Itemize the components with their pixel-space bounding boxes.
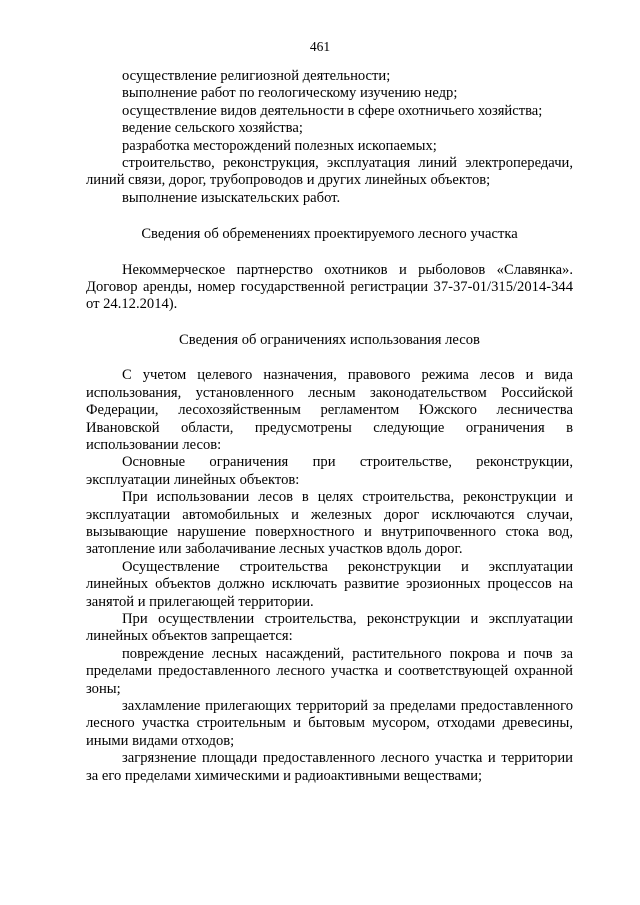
paragraph: Осуществление строительства реконструкции и эксплуатации линейных объектов должно исключать развитие эрозионных процессов на занятой и прилегающей территории.	[86, 558, 573, 610]
list-item: выполнение работ по геологическому изучению недр;	[122, 85, 458, 102]
page-number: 461	[309, 39, 331, 54]
list-item: осуществление религиозной деятельности;	[122, 68, 391, 84]
paragraph: С учетом целевого назначения, правового режима лесов и вида использования, установленного лесным законодательством Российской Федерации, лесохозяйственным регламентом Южского лесничества Ивановской области, предусмотрены следующие ограничения в использовании лесов:	[86, 367, 573, 453]
paragraph: захламление прилегающих территорий за пределами предоставленного лесного участка строительным и бытовым мусором, отходами древесины, иными видами отходов;	[86, 698, 573, 749]
list-item: выполнение изыскательских работ.	[122, 189, 341, 206]
paragraph: При использовании лесов в целях строительства, реконструкции и эксплуатации автомобильных и железных дорог исключаются случаи, вызывающие нарушение поверхностного и внутрипочвенного стока вод, затопление или заболачивание лесных участков вдоль дорог.	[86, 489, 573, 558]
paragraph: загрязнение площади предоставленного лесного участка и территории за его пределами химическими и радиоактивными веществами;	[86, 750, 573, 784]
list-item: ведение сельского хозяйства;	[122, 120, 303, 137]
list-item: строительство, реконструкция, эксплуатация линий электропередачи, линий связи, дорог, трубопроводов и других линейных объектов;	[86, 155, 573, 189]
list-item: осуществление видов деятельности в сфере охотничьего хозяйства;	[122, 102, 543, 119]
section-heading-restrictions: Сведения об ограничениях использования лесов	[179, 331, 480, 348]
paragraph: Основные ограничения при строительстве, реконструкции, эксплуатации линейных объектов:	[86, 454, 573, 488]
list-item: разработка месторождений полезных ископаемых;	[122, 137, 437, 154]
encumbrance-paragraph: Некоммерческое партнерство охотников и рыболовов «Славянка». Договор аренды, номер государственной регистрации 37-37-01/315/2014-344 от 24.12.2014).	[86, 261, 573, 313]
paragraph: повреждение лесных насаждений, растительного покрова и почв за пределами предоставленного лесного участка и соответствующей охранной зоны;	[86, 645, 573, 697]
document-body	[86, 68, 573, 785]
section-heading-encumbrances: Сведения об обременениях проектируемого лесного участка	[141, 226, 518, 243]
paragraph: При осуществлении строительства, реконструкции и эксплуатации линейных объектов запрещается:	[86, 610, 573, 645]
